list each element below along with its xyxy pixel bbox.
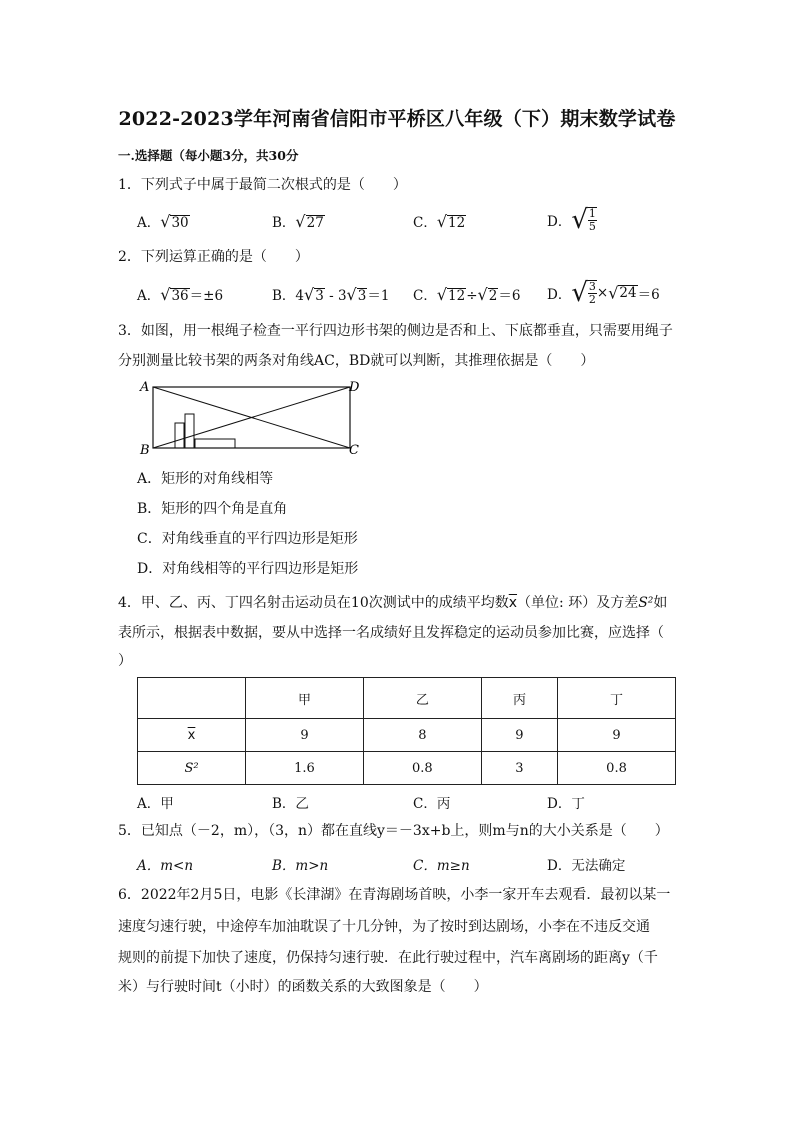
row-label-variance: S²: [138, 752, 246, 785]
book-3: [195, 439, 235, 448]
table-row: [138, 719, 676, 752]
question-1-stem: 1．下列式子中属于最简二次根式的是（ ）: [118, 177, 407, 193]
question-3-line-1: 3．如图，用一根绳子检查一平行四边形书架的侧边是否和上、下底都垂直，只需要用绳子: [118, 323, 673, 339]
question-4-line-2: 表所示，根据表中数据，要从中选择一名成绩好且发挥稳定的运动员参加比赛，应选择（: [118, 625, 664, 641]
table-cell: 9: [558, 719, 676, 752]
bookshelf-figure: [136, 378, 366, 458]
table-header-row: [138, 678, 676, 719]
question-3-option-a: A．矩形的对角线相等: [137, 471, 274, 487]
question-2-option-c: C．√12÷√2＝6: [413, 285, 521, 304]
page-title: 2022-2023学年河南省信阳市平桥区八年级（下）期末数学试卷: [118, 108, 676, 130]
question-5-option-d: D．无法确定: [547, 858, 626, 874]
question-6-line-4: 米）与行驶时间t（小时）的函数关系的大致图象是（ ）: [118, 979, 488, 995]
question-1-option-a: A．√30: [137, 212, 189, 231]
question-1-option-d: D．√ $\frac{1}{5}$: [547, 205, 596, 235]
label-a: A: [140, 380, 150, 395]
table-cell: 0.8: [363, 752, 481, 785]
section-heading: 一.选择题（每小题3分，共30分: [118, 148, 299, 163]
question-1-option-c: C．√12: [413, 212, 466, 231]
table-header-cell: [138, 678, 246, 719]
question-4-option-b: B．乙: [272, 796, 309, 812]
question-3-option-d: D．对角线相等的平行四边形是矩形: [137, 561, 359, 577]
table-header-cell: 丁: [558, 678, 676, 719]
book-2: [185, 414, 194, 448]
question-3-option-c: C．对角线垂直的平行四边形是矩形: [137, 531, 358, 547]
question-6-line-1: 6．2022年2月5日，电影《长津湖》在青海剧场首映，小李一家开车去观看．最初以某一: [118, 887, 671, 903]
question-1-option-b: B．√27: [272, 212, 324, 231]
label-d: D: [349, 380, 360, 395]
question-5-option-c: C．m≥n: [413, 858, 470, 874]
table-cell: 1.6: [246, 752, 364, 785]
question-4-option-c: C．丙: [413, 796, 451, 812]
table-cell: 9: [481, 719, 557, 752]
book-1: [175, 423, 184, 448]
table-header-cell: 甲: [246, 678, 364, 719]
question-2-option-a: A．√36＝±6: [137, 285, 224, 304]
question-6-line-3: 规则的前提下加快了速度，仍保持匀速行驶．在此行驶过程中，汽车离剧场的距离y（千: [118, 950, 658, 966]
table-header-cell: 丙: [481, 678, 557, 719]
question-3-line-2: 分别测量比较书架的两条对角线AC，BD就可以判断，其推理依据是（ ）: [118, 353, 595, 369]
question-5-option-a: A．m<n: [137, 858, 194, 874]
question-2-option-d: D．√ $\frac{3}{2}$ ×√24＝6: [547, 278, 660, 308]
question-4-option-d: D．丁: [547, 796, 585, 812]
table-cell: 3: [481, 752, 557, 785]
table-header-cell: 乙: [363, 678, 481, 719]
label-b: B: [140, 443, 150, 458]
question-3-option-b: B．矩形的四个角是直角: [137, 501, 288, 517]
stats-table: [137, 677, 676, 785]
question-2-option-b: B．4√3 - 3√3＝1: [272, 285, 390, 304]
table-cell: 0.8: [558, 752, 676, 785]
table-row: [138, 752, 676, 785]
question-4-line-3: ）: [118, 653, 132, 669]
row-label-mean: $\overline{x}$: [138, 719, 246, 752]
question-4-option-a: A．甲: [137, 796, 174, 812]
table-cell: 9: [246, 719, 364, 752]
question-2-stem: 2．下列运算正确的是（ ）: [118, 249, 309, 265]
question-5-option-b: B．m>n: [272, 858, 329, 874]
question-5-stem: 5．已知点（－2，m），（3，n）都在直线y＝－3x+b上，则m与n的大小关系是（ ）: [118, 823, 669, 839]
label-c: C: [349, 443, 359, 458]
question-6-line-2: 速度匀速行驶，中途停车加油耽误了十几分钟，为了按时到达剧场，小李在不违反交通: [118, 919, 650, 935]
table-cell: 8: [363, 719, 481, 752]
question-4-line-1: 4．甲、乙、丙、丁四名射击运动员在10次测试中的成绩平均数$\overline{x}$（单位: 环）及方差S²如: [118, 595, 668, 611]
